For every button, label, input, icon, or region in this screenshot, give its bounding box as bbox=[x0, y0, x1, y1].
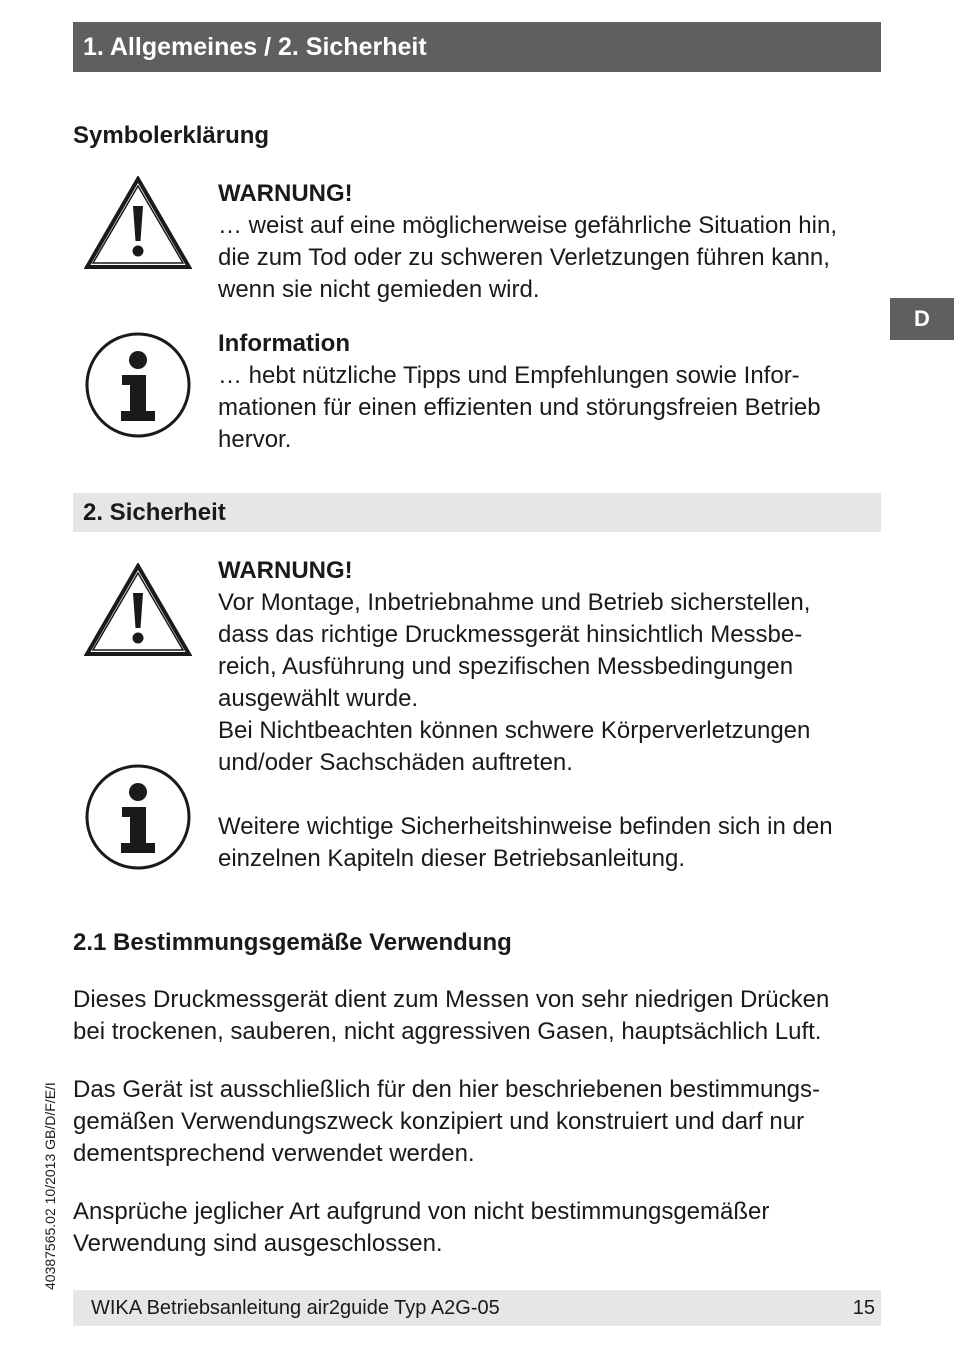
symbols-warning-block bbox=[218, 178, 878, 306]
safety-warning-line: dass das richtige Druckmessgerät hinsichtlich Messbe- bbox=[218, 621, 803, 648]
safety-info-line: einzelnen Kapiteln dieser Betriebsanleitung. bbox=[218, 845, 685, 872]
safety-info-line: Weitere wichtige Sicherheitshinweise befinden sich in den bbox=[218, 813, 833, 840]
intended-use-heading: 2.1 Bestimmungsgemäße Verwendung bbox=[73, 929, 512, 956]
safety-warning-line: reich, Ausführung und spezifischen Messbedingungen bbox=[218, 653, 794, 680]
safety-section-bar bbox=[73, 493, 881, 532]
paragraph-line: dementsprechend verwendet werden. bbox=[73, 1140, 475, 1167]
intended-use-paragraph-1 bbox=[73, 984, 881, 1048]
paragraph-line: gemäßen Verwendungszweck konzipiert und konstruiert und darf nur bbox=[73, 1108, 805, 1135]
safety-warning-line: Vor Montage, Inbetriebnahme und Betrieb sicherstellen, bbox=[218, 589, 811, 616]
symbols-heading: Symbolerklärung bbox=[73, 122, 270, 149]
safety-warning-line: ausgewählt wurde. bbox=[218, 685, 419, 712]
safety-warning-line: Bei Nichtbeachten können schwere Körperverletzungen bbox=[218, 717, 811, 744]
symbols-warning-line: … weist auf eine möglicherweise gefährliche Situation hin, bbox=[218, 212, 837, 239]
paragraph-line: bei trockenen, sauberen, nicht aggressiven Gasen, hauptsächlich Luft. bbox=[73, 1018, 822, 1045]
paragraph-line: Das Gerät ist ausschließlich für den hier beschriebenen bestimmungs- bbox=[73, 1076, 821, 1103]
intended-use-paragraph-2 bbox=[73, 1074, 881, 1170]
symbols-warning-line: wenn sie nicht gemieden wird. bbox=[218, 276, 540, 303]
safety-warning-line: und/oder Sachschäden auftreten. bbox=[218, 749, 573, 776]
symbols-information-title: Information bbox=[218, 330, 350, 357]
symbols-information-line: hervor. bbox=[218, 426, 292, 453]
safety-warning-title: WARNUNG! bbox=[218, 557, 353, 584]
language-tab-label: D bbox=[914, 306, 930, 331]
safety-heading: 2. Sicherheit bbox=[83, 498, 226, 526]
intended-use-paragraph-3 bbox=[73, 1196, 881, 1260]
symbols-information-line: … hebt nützliche Tipps und Empfehlungen sowie Infor- bbox=[218, 362, 800, 389]
page-footer bbox=[73, 1290, 881, 1326]
warning-triangle-icon bbox=[84, 176, 192, 270]
page-number: 15 bbox=[852, 1296, 875, 1319]
symbols-warning-line: die zum Tod oder zu schweren Verletzungen führen kann, bbox=[218, 244, 830, 271]
information-icon bbox=[84, 763, 192, 871]
safety-info-block bbox=[218, 811, 878, 875]
footer-text: WIKA Betriebsanleitung air2guide Typ A2G-05 bbox=[91, 1296, 500, 1319]
section-header-title: 1. Allgemeines / 2. Sicherheit bbox=[83, 32, 427, 61]
information-icon bbox=[84, 331, 192, 439]
paragraph-line: Ansprüche jeglicher Art aufgrund von nicht bestimmungsgemäßer bbox=[73, 1198, 770, 1225]
symbols-warning-title: WARNUNG! bbox=[218, 180, 353, 207]
symbols-information-block bbox=[218, 328, 878, 456]
warning-triangle-icon bbox=[84, 563, 192, 657]
safety-warning-block bbox=[218, 555, 878, 779]
language-tab bbox=[890, 298, 954, 340]
document-code: 40387565.02 10/2013 GB/D/F/E/I bbox=[42, 1082, 58, 1290]
section-header bbox=[73, 22, 881, 72]
paragraph-line: Dieses Druckmessgerät dient zum Messen von sehr niedrigen Drücken bbox=[73, 986, 830, 1013]
paragraph-line: Verwendung sind ausgeschlossen. bbox=[73, 1230, 443, 1257]
symbols-information-line: mationen für einen effizienten und störungsfreien Betrieb bbox=[218, 394, 821, 421]
